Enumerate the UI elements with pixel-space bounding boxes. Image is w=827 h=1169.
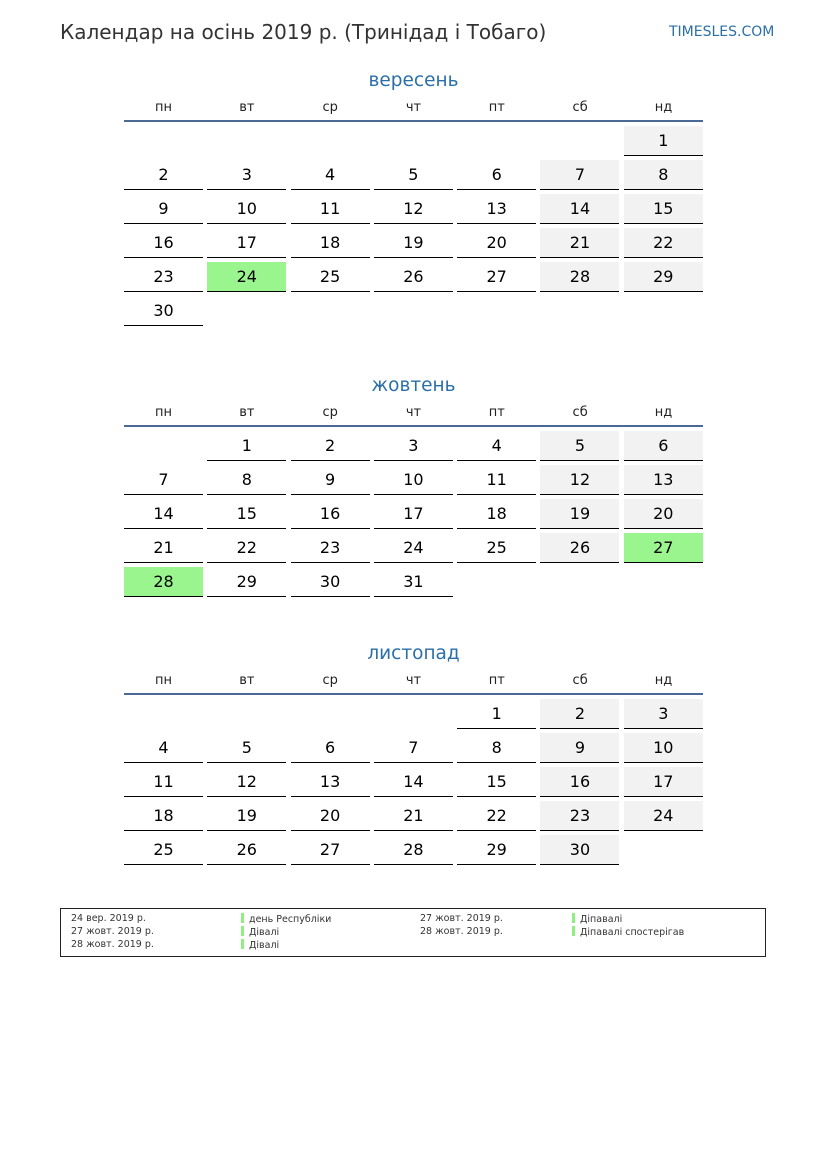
weekday-label: нд [654,405,673,420]
day-cell: 10 [374,465,453,495]
day-cell: 12 [374,194,453,224]
weekday-label: вт [239,405,255,420]
holiday-marker [241,939,244,949]
day-cell: 26 [207,835,286,865]
weekday-label: сб [572,100,588,115]
legend-holiday-name: Дівалі [249,940,280,951]
legend-date: 28 жовт. 2019 р. [420,926,503,937]
day-cell: 1 [207,431,286,461]
weekday-label: сб [572,405,588,420]
day-cell: 30 [124,296,203,326]
empty-cell [374,699,453,729]
day-cell: 2 [540,699,619,729]
day-cell: 20 [457,228,536,258]
holiday-marker [572,926,575,936]
legend-holiday-name: Діпавалі спостерігав [580,927,685,938]
empty-cell [457,126,536,156]
legend-date: 28 жовт. 2019 р. [71,939,154,950]
day-cell: 5 [207,733,286,763]
day-cell: 14 [374,767,453,797]
header-divider [124,120,703,122]
legend-holiday [241,939,279,953]
weekday-label: ср [322,100,338,115]
day-cell: 9 [540,733,619,763]
day-cell: 31 [374,567,453,597]
day-cell: 14 [540,194,619,224]
day-cell: 19 [207,801,286,831]
day-cell: 11 [124,767,203,797]
day-cell: 4 [124,733,203,763]
weekday-label: пт [488,100,505,115]
month-september [124,68,703,326]
day-cell: 5 [540,431,619,461]
empty-cell [291,126,370,156]
day-cell: 18 [124,801,203,831]
empty-cell [124,126,203,156]
day-grid [124,699,703,865]
legend-holiday-name: день Республіки [249,914,332,925]
day-cell: 20 [624,499,703,529]
day-cell: 25 [291,262,370,292]
day-cell: 29 [207,567,286,597]
legend-holiday-name: Діпавалі [580,914,623,925]
day-cell: 20 [291,801,370,831]
day-cell: 21 [540,228,619,258]
day-cell: 15 [457,767,536,797]
day-cell: 3 [624,699,703,729]
weekday-label: чт [405,673,422,688]
day-cell: 18 [457,499,536,529]
day-cell: 2 [291,431,370,461]
day-cell: 7 [374,733,453,763]
day-cell: 12 [207,767,286,797]
day-cell: 9 [291,465,370,495]
weekday-label: вт [239,100,255,115]
month-name: листопад [367,643,460,664]
day-cell: 12 [540,465,619,495]
weekday-label: чт [405,405,422,420]
month-name: жовтень [371,375,456,396]
holiday-marker [241,926,244,936]
holiday-marker [241,913,244,923]
day-cell: 3 [374,431,453,461]
day-cell: 3 [207,160,286,190]
legend-holiday [241,926,279,940]
holiday-legend [60,908,766,957]
day-cell: 21 [124,533,203,563]
day-cell: 8 [457,733,536,763]
holiday-marker [572,913,575,923]
day-cell: 27 [457,262,536,292]
empty-cell [207,126,286,156]
weekday-label: сб [572,673,588,688]
day-cell: 7 [540,160,619,190]
weekday-label: пн [155,100,172,115]
day-cell: 19 [374,228,453,258]
day-cell: 13 [624,465,703,495]
weekday-label: нд [654,673,673,688]
day-cell: 22 [624,228,703,258]
weekday-header [124,671,703,693]
header-divider [124,425,703,427]
legend-date: 24 вер. 2019 р. [71,913,146,924]
day-cell: 27 [291,835,370,865]
month-november [124,641,703,865]
day-cell: 26 [540,533,619,563]
weekday-header [124,403,703,425]
day-cell: 11 [457,465,536,495]
weekday-label: ср [322,405,338,420]
day-cell: 25 [457,533,536,563]
day-cell: 26 [374,262,453,292]
day-cell: 10 [207,194,286,224]
day-cell: 24 [374,533,453,563]
day-cell: 7 [124,465,203,495]
day-cell: 27 [624,533,703,563]
weekday-label: пн [155,405,172,420]
day-cell: 14 [124,499,203,529]
day-cell: 28 [540,262,619,292]
legend-holiday [572,926,684,940]
day-grid [124,431,703,597]
day-cell: 5 [374,160,453,190]
weekday-label: нд [654,100,673,115]
day-cell: 28 [374,835,453,865]
day-cell: 22 [457,801,536,831]
weekday-header [124,98,703,120]
day-cell: 1 [624,126,703,156]
day-cell: 9 [124,194,203,224]
empty-cell [124,699,203,729]
day-cell: 15 [207,499,286,529]
day-cell: 4 [291,160,370,190]
day-cell: 23 [124,262,203,292]
legend-holiday-name: Дівалі [249,927,280,938]
day-cell: 15 [624,194,703,224]
empty-cell [374,126,453,156]
weekday-label: пт [488,405,505,420]
day-cell: 22 [207,533,286,563]
weekday-label: ср [322,673,338,688]
day-cell: 6 [624,431,703,461]
legend-date: 27 жовт. 2019 р. [420,913,503,924]
day-cell: 18 [291,228,370,258]
empty-cell [124,431,203,461]
month-october [124,373,703,597]
day-cell: 6 [457,160,536,190]
day-cell: 24 [624,801,703,831]
day-cell: 10 [624,733,703,763]
day-cell: 4 [457,431,536,461]
empty-cell [291,699,370,729]
day-cell: 8 [207,465,286,495]
day-cell: 2 [124,160,203,190]
header-divider [124,693,703,695]
day-cell: 11 [291,194,370,224]
day-cell: 30 [291,567,370,597]
day-cell: 6 [291,733,370,763]
day-cell: 16 [291,499,370,529]
day-cell: 8 [624,160,703,190]
empty-cell [540,126,619,156]
empty-cell [207,699,286,729]
day-cell: 16 [540,767,619,797]
month-name: вересень [368,70,459,91]
day-cell: 29 [457,835,536,865]
day-cell: 17 [624,767,703,797]
weekday-label: пн [155,673,172,688]
day-cell: 19 [540,499,619,529]
day-cell: 17 [374,499,453,529]
weekday-label: чт [405,100,422,115]
day-cell: 23 [540,801,619,831]
day-cell: 13 [457,194,536,224]
legend-holiday [572,913,622,927]
day-cell: 28 [124,567,203,597]
day-cell: 25 [124,835,203,865]
day-cell: 30 [540,835,619,865]
day-cell: 13 [291,767,370,797]
weekday-label: пт [488,673,505,688]
brand-link[interactable]: TIMESLES.COM [669,24,775,40]
day-cell: 21 [374,801,453,831]
day-cell: 24 [207,262,286,292]
day-cell: 17 [207,228,286,258]
day-cell: 23 [291,533,370,563]
legend-date: 27 жовт. 2019 р. [71,926,154,937]
page-title: Календар на осінь 2019 р. (Тринідад і Тобаго) [60,20,547,44]
day-cell: 1 [457,699,536,729]
day-cell: 16 [124,228,203,258]
day-grid [124,126,703,326]
legend-holiday [241,913,331,927]
weekday-label: вт [239,673,255,688]
day-cell: 29 [624,262,703,292]
